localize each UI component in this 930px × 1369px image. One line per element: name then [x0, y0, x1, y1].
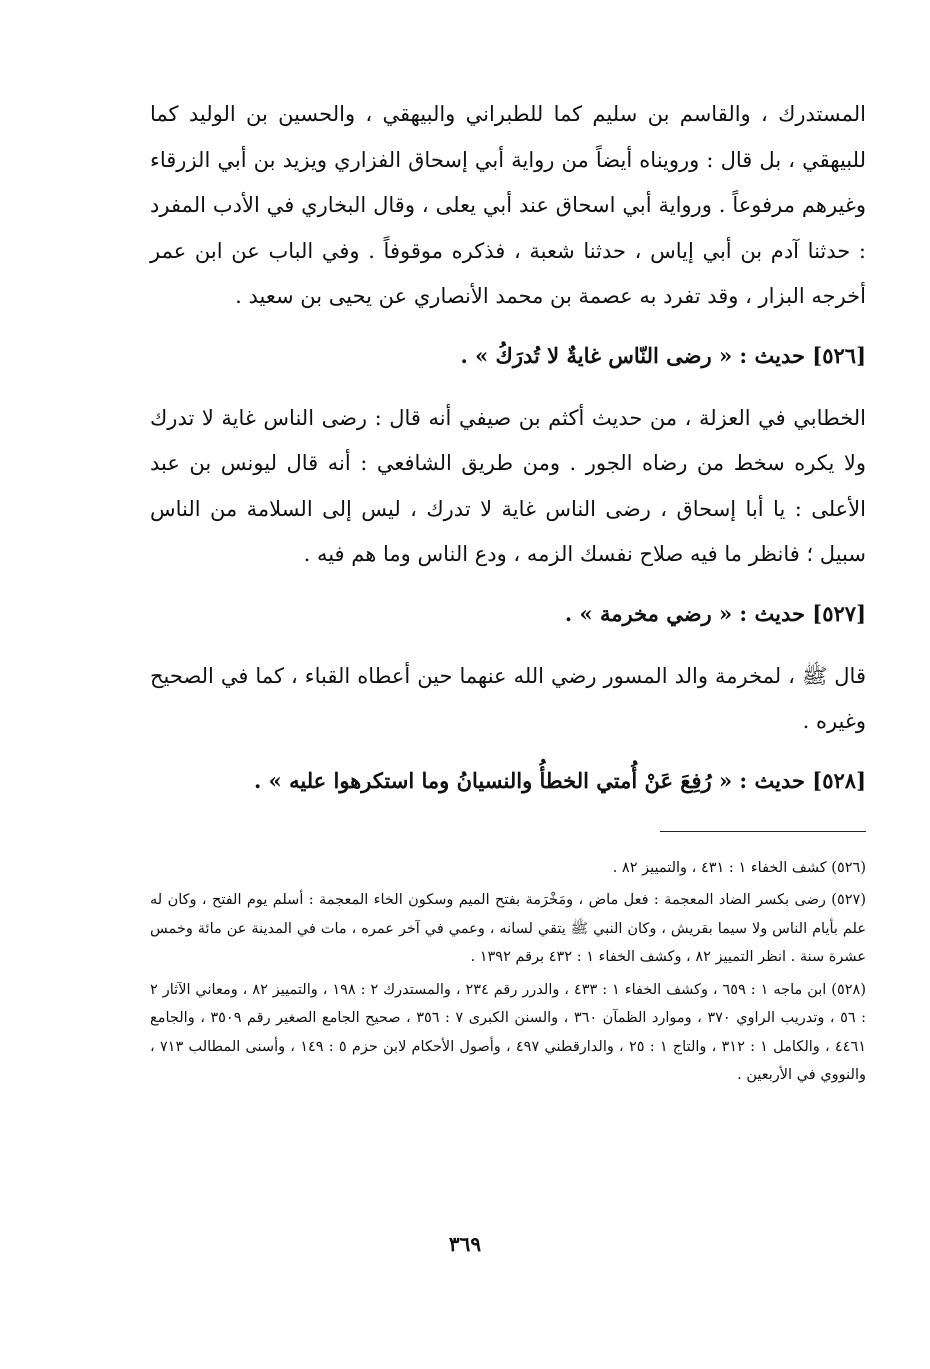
- hadith-text-527: قال ﷺ ، لمخرمة والد المسور رضي الله عنهما حين أعطاه القباء ، كما في الصحيح وغيره .: [150, 663, 866, 733]
- hadith-label: حديث :: [739, 342, 805, 368]
- page-content: [150, 92, 866, 1094]
- hadith-number: [٥٢٨]: [812, 767, 866, 793]
- hadith-label: حديث :: [739, 600, 805, 626]
- hadith-quote: « رُفِعَ عَنْ أُمتي الخطأُ والنسيانُ وما استكرهوا عليه » .: [254, 767, 733, 793]
- page-number: ٣٦٩: [448, 1232, 482, 1256]
- hadith-heading-527: [150, 592, 866, 636]
- footnote-divider: [660, 831, 866, 832]
- hadith-quote: « رضى النّاس غايةٌ لا تُدرَكُ » .: [460, 342, 733, 368]
- hadith-text-526: الخطابي في العزلة ، من حديث أكثم بن صيفي أنه قال : رضى الناس غاية لا تدرك ولا يكره سخط من رضاه الجور . ومن طريق الشافعي : أنه قال ليونس بن عبد الأعلى : يا أبا إسحاق ، رضى الناس غاية لا تدرك ، ليس إلى السلامة من الناس سبيل ؛ فانظر ما فيه صلاح نفسك الزمه ، ودع الناس وما هم فيه .: [150, 405, 866, 566]
- footnote-527: (٥٢٧) رضى بكسر الضاد المعجمة : فعل ماض ، ومَخْرَمة بفتح الميم وسكون الخاء المعجمة : أسلم يوم الفتح ، وكان له علم بأيام الناس ولا سيما بقريش ، وكان النبي ﷺ يتقي لسانه ، وعمي في آخر عمره ، مات في المدينة عن مائة وخمس عشرة سنة . انظر التمييز ٨٢ ، وكشف الخفاء ١ : ٤٣٢ برقم ١٣٩٢ .: [150, 892, 866, 965]
- hadith-label: حديث :: [739, 767, 805, 793]
- hadith-number: [٥٢٧]: [812, 600, 866, 626]
- hadith-heading-528: [150, 759, 866, 803]
- intro-paragraph: المستدرك ، والقاسم بن سليم كما للطبراني والبيهقي ، والحسين بن الوليد كما للبيهقي ، بل قال : ورويناه أيضاً من رواية أبي إسحاق الفزاري ويزيد بن أبي الزرقاء وغيرهم مرفوعاً . ورواية أبي اسحاق عند أبي يعلى ، وقال البخاري في الأدب المفرد : حدثنا آدم بن أبي إياس ، حدثنا شعبة ، فذكره موقوفاً . وفي الباب عن ابن عمر أخرجه البزار ، وقد تفرد به عصمة بن محمد الأنصاري عن يحيى بن سعيد .: [150, 102, 866, 308]
- footnote-528: (٥٢٨) ابن ماجه ١ : ٦٥٩ ، وكشف الخفاء ١ : ٤٣٣ ، والدرر رقم ٢٣٤ ، والمستدرك ٢ : ١٩٨ ، والتمييز ٨٢ ، ومعاني الآثار ٢ : ٥٦ ، وتدريب الراوي ٣٧٠ ، وموارد الظمآن ٣٦٠ ، والسنن الكبرى ٧ : ٣٥٦ ، صحيح الجامع الصغير رقم ٣٥٠٩ ، والجامع ٤٤٦١ ، والكامل ١ : ٣١٢ ، والتاج ١ : ٢٥ ، والدارقطني ٤٩٧ ، وأصول الأحكام لابن حزم ٥ : ١٤٩ ، وأسنى المطالب ٧١٣ ، والنووي في الأربعين .: [150, 981, 867, 1083]
- hadith-quote: « رضي مخرمة » .: [564, 600, 733, 626]
- hadith-heading-526: [150, 334, 866, 378]
- hadith-number: [٥٢٦]: [812, 342, 866, 368]
- footnote-526: (٥٢٦) كشف الخفاء ١ : ٤٣١ ، والتمييز ٨٢ .: [612, 859, 866, 876]
